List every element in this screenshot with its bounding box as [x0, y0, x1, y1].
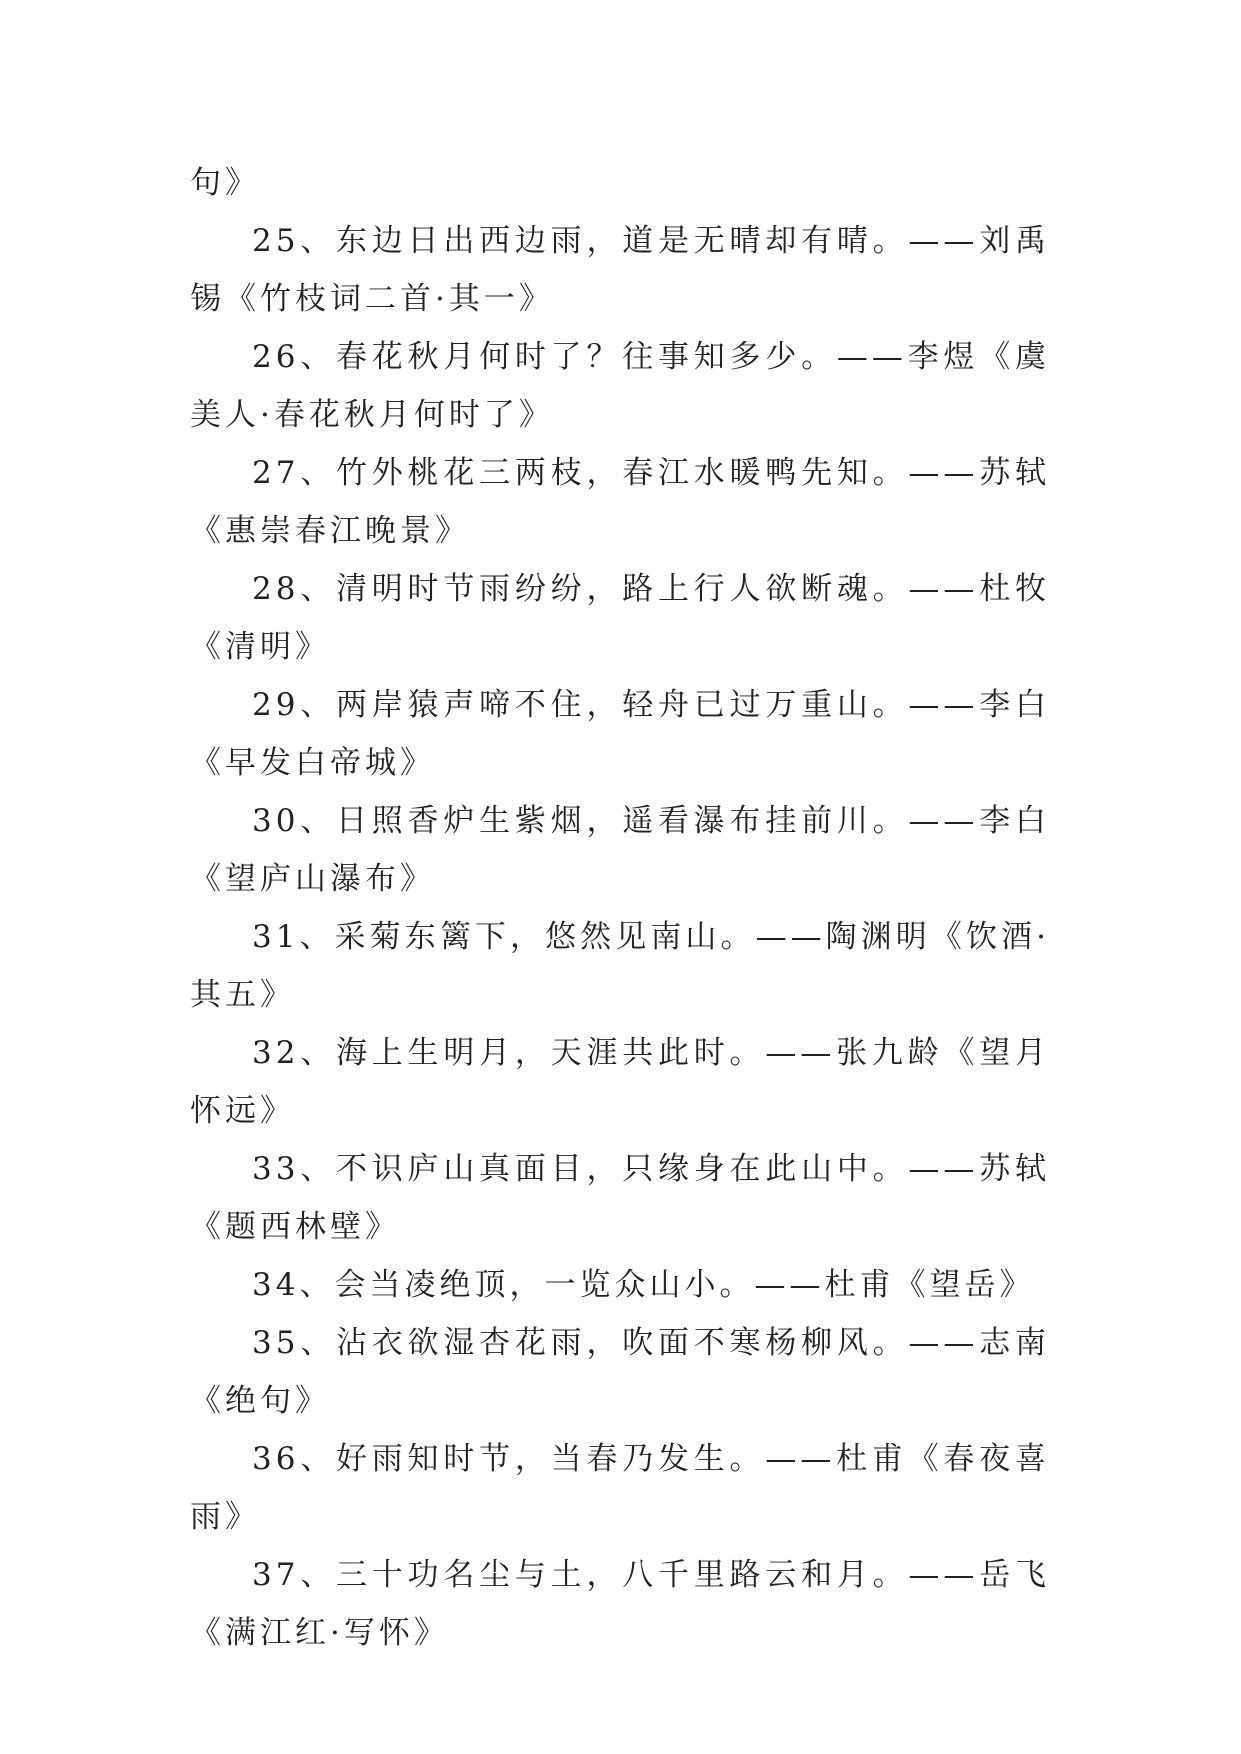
poem-entry-31: 31、采菊东篱下，悠然见南山。——陶渊明《饮酒·其五》	[190, 919, 1050, 1013]
continuation-line: 句》	[190, 165, 260, 201]
poem-entry-30: 30、日照香炉生紫烟，遥看瀑布挂前川。——李白《望庐山瀑布》	[190, 803, 1050, 897]
poem-entry-36: 36、好雨知时节，当春乃发生。——杜甫《春夜喜雨》	[190, 1441, 1050, 1535]
poem-entry-32: 32、海上生明月，天涯共此时。——张九龄《望月怀远》	[190, 1035, 1050, 1129]
poem-entry-26: 26、春花秋月何时了？往事知多少。——李煜《虞美人·春花秋月何时了》	[190, 339, 1050, 433]
poem-entry-34: 34、会当凌绝顶，一览众山小。——杜甫《望岳》	[252, 1267, 1035, 1303]
poem-entry-25: 25、东边日出西边雨，道是无晴却有晴。——刘禹锡《竹枝词二首·其一》	[190, 223, 1050, 317]
poem-entry-28: 28、清明时节雨纷纷，路上行人欲断魂。——杜牧《清明》	[190, 571, 1050, 665]
poem-entry-35: 35、沾衣欲湿杏花雨，吹面不寒杨柳风。——志南《绝句》	[190, 1325, 1050, 1419]
document-body	[190, 154, 1050, 1662]
poem-entry-29: 29、两岸猿声啼不住，轻舟已过万重山。——李白《早发白帝城》	[190, 687, 1050, 781]
poem-entry-33: 33、不识庐山真面目，只缘身在此山中。——苏轼《题西林壁》	[190, 1151, 1050, 1245]
poem-entry-37: 37、三十功名尘与土，八千里路云和月。——岳飞《满江红·写怀》	[190, 1557, 1050, 1651]
poem-entry-27: 27、竹外桃花三两枝，春江水暖鸭先知。——苏轼《惠崇春江晚景》	[190, 455, 1050, 549]
